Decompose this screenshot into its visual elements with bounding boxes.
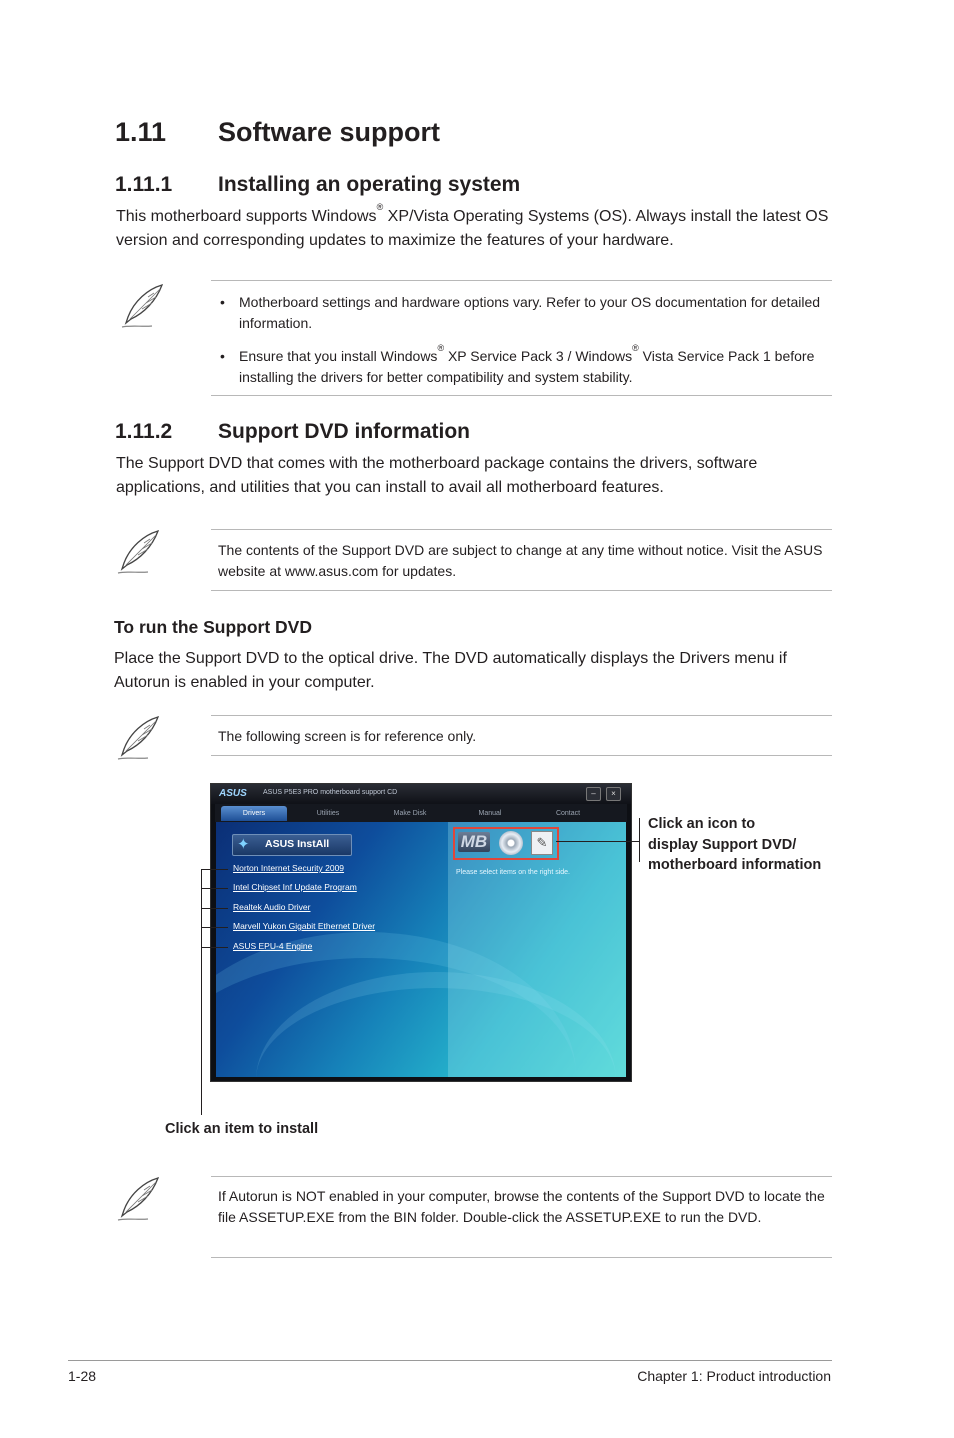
window-tabs	[215, 804, 627, 822]
bullet-text: XP Service Pack 3 / Windows	[444, 348, 633, 364]
subsection-heading-installing-os	[115, 173, 520, 197]
callout-line	[201, 947, 228, 948]
panel-instruction: Please select items on the right side.	[456, 869, 571, 876]
page-number: 1-28	[68, 1368, 97, 1384]
subsection-heading-dvd-info	[115, 420, 470, 444]
run-dvd-heading: To run the Support DVD	[114, 617, 312, 637]
callout-text: Click an icon to	[648, 816, 756, 832]
note-bullet	[211, 343, 832, 388]
callout-line	[201, 869, 202, 1115]
feather-pen-icon	[114, 1176, 164, 1224]
subsection-number: 1.11.1	[115, 173, 173, 196]
bullet-text: Ensure that you install Windows	[239, 348, 438, 364]
registered-mark: ®	[376, 202, 384, 212]
driver-item-realtek-audio[interactable]: Realtek Audio Driver	[233, 902, 311, 912]
feather-pen-icon	[118, 283, 168, 331]
registered-mark: ®	[632, 343, 639, 353]
item-callout: Click an item to install	[165, 1121, 319, 1137]
driver-item-marvell-ethernet[interactable]: Marvell Yukon Gigabit Ethernet Driver	[233, 921, 376, 931]
window-titlebar	[211, 784, 631, 804]
bullet-mark: •	[220, 348, 225, 364]
registered-mark: ®	[437, 343, 445, 353]
feather-pen-icon	[114, 529, 164, 577]
footer-rule	[68, 1360, 832, 1361]
callout-text: motherboard information	[648, 857, 822, 873]
driver-item-norton[interactable]: Norton Internet Security 2009	[233, 863, 345, 873]
window-caption: ASUS P5E3 PRO motherboard support CD	[263, 789, 398, 796]
note-box-dvd-contents	[211, 529, 832, 591]
subsection-title: Installing an operating system	[218, 173, 521, 196]
feather-pen-icon	[114, 715, 164, 763]
bullet-text: Motherboard settings and hardware options vary. Refer to your OS documentation for detailed information.	[239, 294, 821, 331]
install-label: ASUS InstAll	[265, 838, 330, 850]
note-box-autorun	[211, 1176, 832, 1258]
chapter-title: Chapter 1: Product introduction	[637, 1368, 831, 1384]
section-number: 1.11	[115, 117, 167, 147]
callout-line	[639, 818, 640, 862]
motherboard-info-icon[interactable]: MB	[458, 832, 490, 852]
note-bullet	[211, 292, 832, 334]
callout-line	[201, 908, 228, 909]
callout-line	[201, 869, 228, 870]
callout-line	[201, 927, 228, 928]
bullet-mark: •	[220, 294, 225, 310]
driver-item-epu-engine[interactable]: ASUS EPU-4 Engine	[233, 941, 313, 951]
para-text: XP/Vista Operating Systems (OS). Always install the latest OS version and corresponding updates to maximize the features of your hardware.	[116, 208, 829, 249]
bullet-text: Vista Service Pack 1 before installing the drivers for better compatibility and system stability.	[239, 348, 815, 385]
subsection-number: 1.11.2	[115, 420, 173, 443]
tab-drivers[interactable]: Drivers	[221, 806, 287, 821]
window-content	[216, 822, 626, 1077]
info-panel	[448, 822, 626, 1077]
dvd-info-icon[interactable]	[499, 831, 523, 855]
callout-line	[201, 888, 228, 889]
asus-logo: ASUS	[219, 788, 247, 799]
support-dvd-window	[210, 783, 632, 1082]
close-button[interactable]: ×	[606, 787, 621, 801]
callout-line	[556, 841, 640, 842]
callout-text: display Support DVD/	[648, 836, 797, 853]
para-text: This motherboard supports Windows	[116, 208, 377, 225]
icon-callout	[648, 814, 821, 876]
section-title: Software support	[218, 117, 441, 147]
minimize-button[interactable]: –	[586, 787, 601, 801]
tab-utilities[interactable]: Utilities	[316, 810, 340, 817]
info-icons-highlight	[453, 827, 559, 860]
document-icon[interactable]: ✎	[531, 831, 553, 855]
section-heading	[115, 117, 440, 148]
star-icon: ✦	[237, 836, 250, 853]
tab-make-disk[interactable]: Make Disk	[393, 810, 427, 817]
note-text: If Autorun is NOT enabled in your computer, browse the contents of the Support DVD to locate the file ASSETUP.EXE from the BIN folder. Double-click the ASSETUP.EXE to run the DVD.	[218, 1188, 825, 1225]
note-text: The contents of the Support DVD are subject to change at any time without notice. Visit the ASUS website at www.asus.com for updates.	[218, 542, 823, 579]
note-box-os	[211, 280, 832, 396]
asus-install-button[interactable]	[232, 834, 352, 856]
tab-manual[interactable]: Manual	[478, 810, 502, 817]
note-text: The following screen is for reference only.	[218, 728, 477, 744]
note-box-reference	[211, 715, 832, 756]
os-support-paragraph	[116, 202, 836, 253]
subsection-title: Support DVD information	[218, 420, 470, 443]
run-dvd-paragraph: Place the Support DVD to the optical drive. The DVD automatically displays the Drivers menu if Autorun is enabled in your computer.	[114, 650, 787, 691]
tab-contact[interactable]: Contact	[555, 810, 581, 817]
dvd-info-paragraph: The Support DVD that comes with the motherboard package contains the drivers, software applications, and utilities that you can install to avail all motherboard features.	[116, 455, 758, 496]
driver-item-intel-chipset[interactable]: Intel Chipset Inf Update Program	[233, 882, 357, 892]
